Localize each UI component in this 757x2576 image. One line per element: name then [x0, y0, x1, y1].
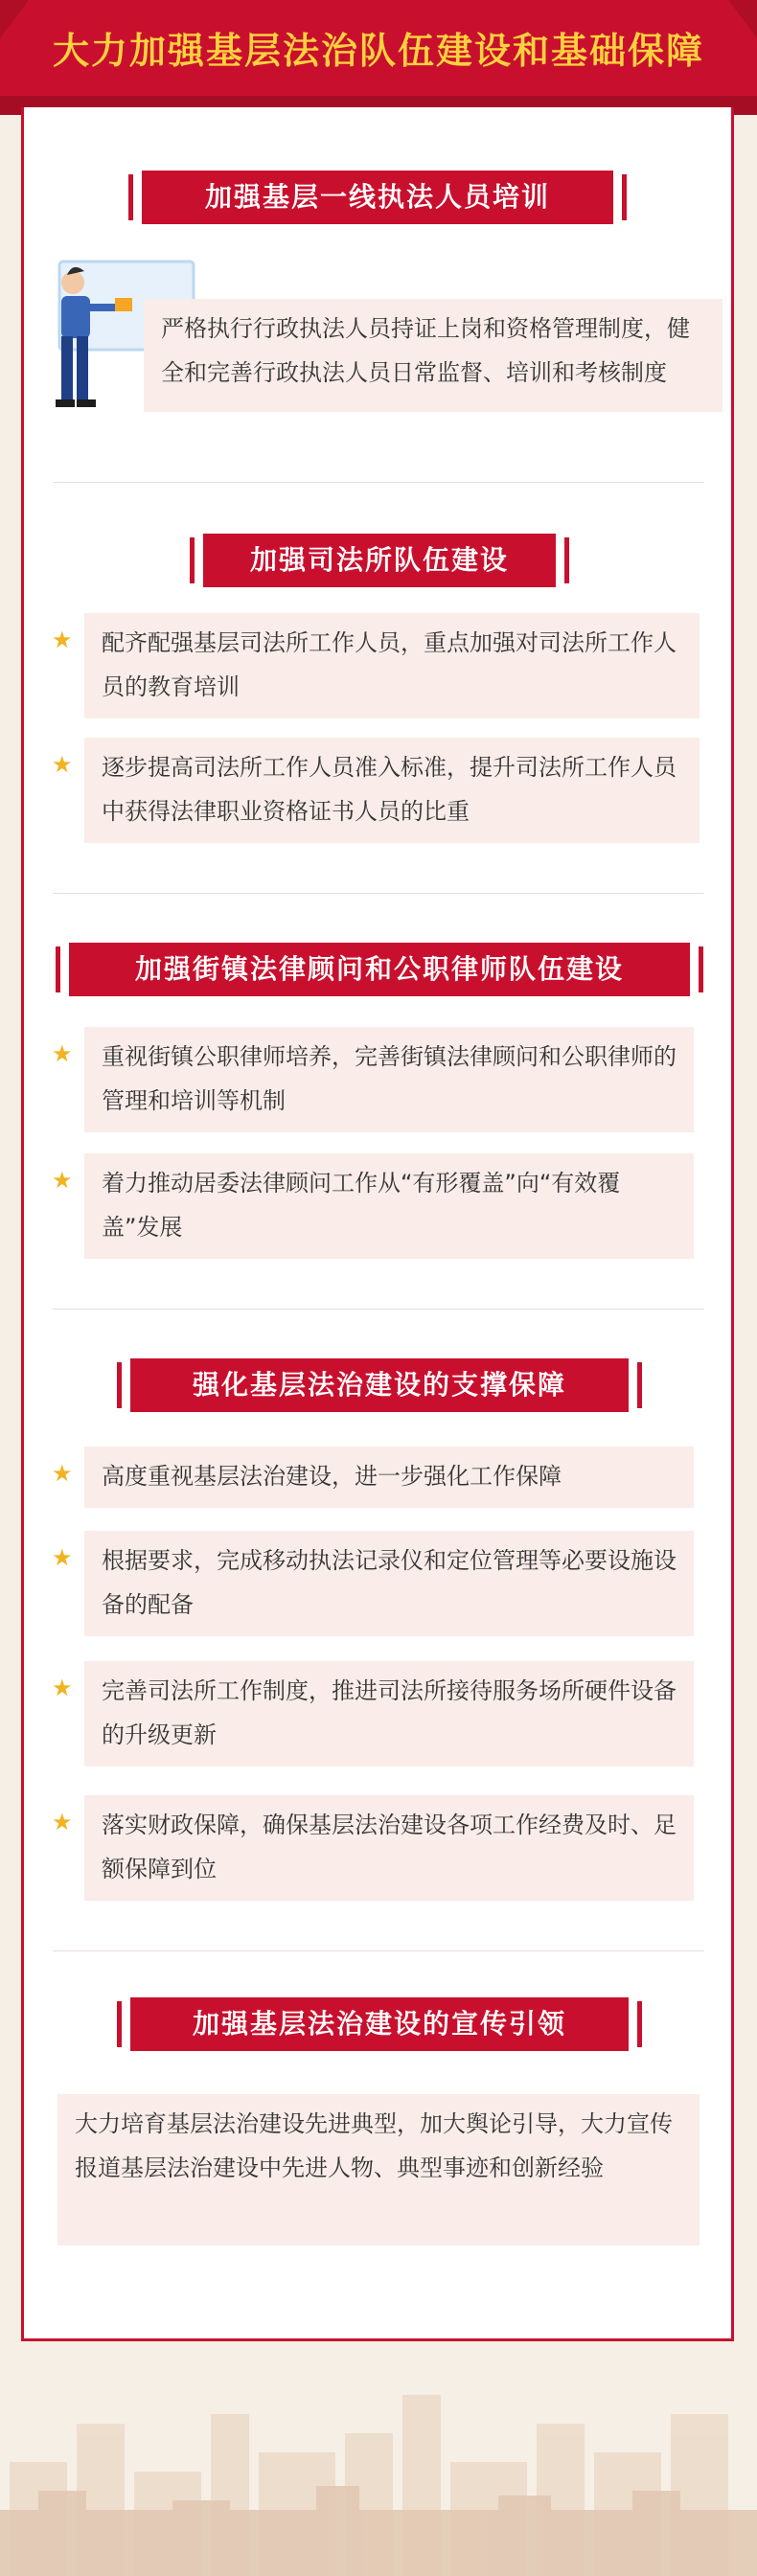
star-icon: ★: [52, 751, 73, 778]
star-icon: ★: [52, 1040, 73, 1067]
list-item: 着力推动居委法律顾问工作从“有形覆盖”向“有效覆盖”发展: [84, 1153, 694, 1259]
star-icon: ★: [52, 1460, 73, 1487]
section-divider: [53, 1950, 704, 1951]
star-icon: ★: [52, 627, 73, 653]
city-skyline-illustration: [0, 2357, 757, 2576]
list-item: 重视街镇公职律师培养，完善街镇法律顾问和公职律师的管理和培训等机制: [84, 1027, 694, 1132]
list-item: 配齐配强基层司法所工作人员，重点加强对司法所工作人员的教育培训: [84, 613, 700, 718]
list-item: 落实财政保障，确保基层法治建设各项工作经费及时、足额保障到位: [84, 1795, 694, 1901]
section-title: 加强司法所队伍建设: [203, 534, 556, 587]
list-item: 高度重视基层法治建设，进一步强化工作保障: [84, 1447, 694, 1508]
page-title: 大力加强基层法治队伍建设和基础保障: [52, 30, 704, 72]
section-divider: [53, 482, 704, 483]
list-item: 完善司法所工作制度，推进司法所接待服务场所硬件设备的升级更新: [84, 1661, 694, 1767]
star-icon: ★: [52, 1544, 73, 1571]
list-item: 严格执行行政执法人员持证上岗和资格管理制度，健全和完善行政执法人员日常监督、培训和考核制度: [144, 299, 723, 412]
section-divider: [53, 1309, 704, 1310]
star-icon: ★: [52, 1675, 73, 1701]
section-title: 加强街镇法律顾问和公职律师队伍建设: [69, 943, 690, 996]
section-title: 加强基层法治建设的宣传引领: [130, 1997, 629, 2051]
list-item: 大力培育基层法治建设先进典型，加大舆论引导，大力宣传报道基层法治建设中先进人物、典型事迹和创新经验: [57, 2094, 700, 2245]
section-divider: [53, 893, 704, 894]
list-item: 根据要求，完成移动执法记录仪和定位管理等必要设施设备的配备: [84, 1531, 694, 1636]
star-icon: ★: [52, 1167, 73, 1194]
star-icon: ★: [52, 1809, 73, 1835]
list-item: 逐步提高司法所工作人员准入标准，提升司法所工作人员中获得法律职业资格证书人员的比重: [84, 738, 700, 843]
section-title: 强化基层法治建设的支撑保障: [130, 1358, 629, 1412]
section-title: 加强基层一线执法人员培训: [142, 171, 613, 224]
